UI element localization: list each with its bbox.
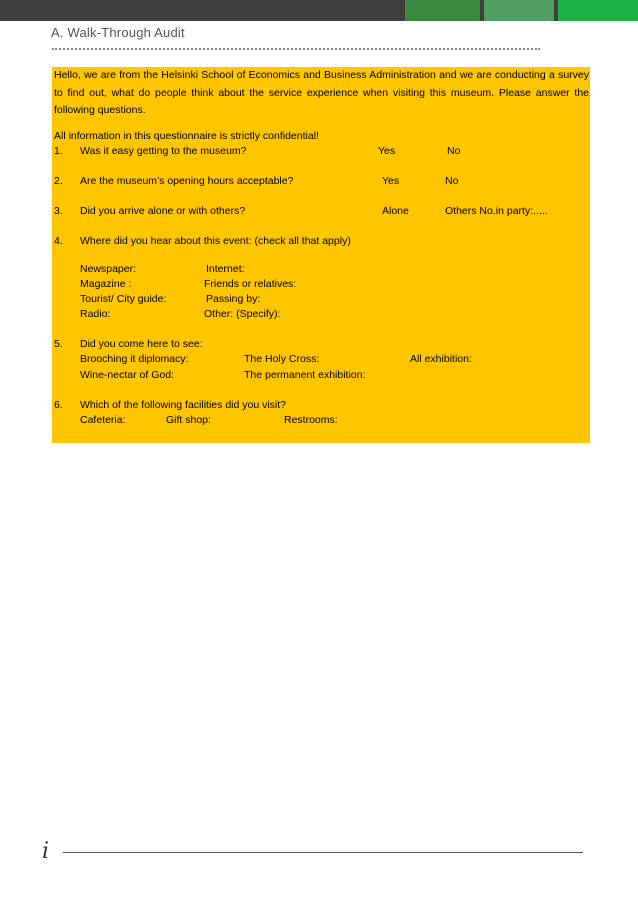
header-accent-mid-green bbox=[484, 0, 554, 21]
q4-option-other[interactable]: Other: (Specify): bbox=[204, 308, 281, 320]
questionnaire-box bbox=[52, 67, 590, 443]
q4-option-radio[interactable]: Radio: bbox=[80, 308, 111, 320]
q4-option-tourist-guide[interactable]: Tourist/ City guide: bbox=[80, 293, 167, 305]
section-title: A. Walk-Through Audit bbox=[51, 25, 185, 40]
question-2-text: Are the museum’s opening hours acceptable? bbox=[80, 175, 294, 187]
footer-page-letter: i bbox=[42, 839, 50, 864]
question-3-number: 3. bbox=[54, 205, 63, 217]
question-1-text: Was it easy getting to the museum? bbox=[80, 145, 247, 157]
q1-option-no[interactable]: No bbox=[447, 145, 461, 157]
header-accent-dark-green bbox=[405, 0, 480, 21]
q1-option-yes[interactable]: Yes bbox=[378, 145, 396, 157]
q6-option-restrooms[interactable]: Restrooms: bbox=[284, 414, 338, 426]
question-4-number: 4. bbox=[54, 235, 63, 247]
intro-text: Hello, we are from the Helsinki School of Economics and Business Administration and we are conducting a survey to find out, what do people think about the service experience when visiting this museum. Please answer the following questions. bbox=[54, 69, 589, 116]
q5-option-all-exhibition[interactable]: All exhibition: bbox=[410, 353, 472, 365]
question-5-number: 5. bbox=[54, 338, 63, 350]
q6-option-gift-shop[interactable]: Gift shop: bbox=[166, 414, 211, 426]
q5-option-wine-nectar[interactable]: Wine-nectar of God: bbox=[80, 369, 174, 381]
q6-option-cafeteria[interactable]: Cafeteria: bbox=[80, 414, 126, 426]
confidential-note: All information in this questionnaire is strictly confidential! bbox=[54, 130, 319, 142]
q3-option-alone[interactable]: Alone bbox=[382, 205, 409, 217]
q4-option-newspaper[interactable]: Newspaper: bbox=[80, 263, 137, 275]
q3-option-others[interactable]: Others No.in party:..... bbox=[445, 205, 548, 217]
q2-option-yes[interactable]: Yes bbox=[382, 175, 400, 187]
q4-option-friends[interactable]: Friends or relatives: bbox=[204, 278, 297, 290]
q4-option-magazine[interactable]: Magazine : bbox=[80, 278, 132, 290]
header-accent-bright-green bbox=[558, 0, 638, 21]
question-4-text: Where did you hear about this event: (check all that apply) bbox=[80, 235, 351, 247]
footer-rule bbox=[63, 852, 583, 853]
question-6-text: Which of the following facilities did you visit? bbox=[80, 399, 287, 411]
header-bar bbox=[0, 0, 638, 21]
question-3-text: Did you arrive alone or with others? bbox=[80, 205, 246, 217]
q4-option-internet[interactable]: Internet: bbox=[206, 263, 245, 275]
question-6-number: 6. bbox=[54, 399, 63, 411]
dotted-divider bbox=[52, 38, 540, 50]
question-1-number: 1. bbox=[54, 145, 63, 157]
q5-option-brooching[interactable]: Brooching it diplomacy: bbox=[80, 353, 189, 365]
question-2-number: 2. bbox=[54, 175, 63, 187]
question-5-text: Did you come here to see: bbox=[80, 338, 203, 350]
q2-option-no[interactable]: No bbox=[445, 175, 459, 187]
q4-option-passing-by[interactable]: Passing by: bbox=[206, 293, 261, 305]
q5-option-permanent-exhibition[interactable]: The permanent exhibition: bbox=[244, 369, 366, 381]
q5-option-holy-cross[interactable]: The Holy Cross: bbox=[244, 353, 320, 365]
